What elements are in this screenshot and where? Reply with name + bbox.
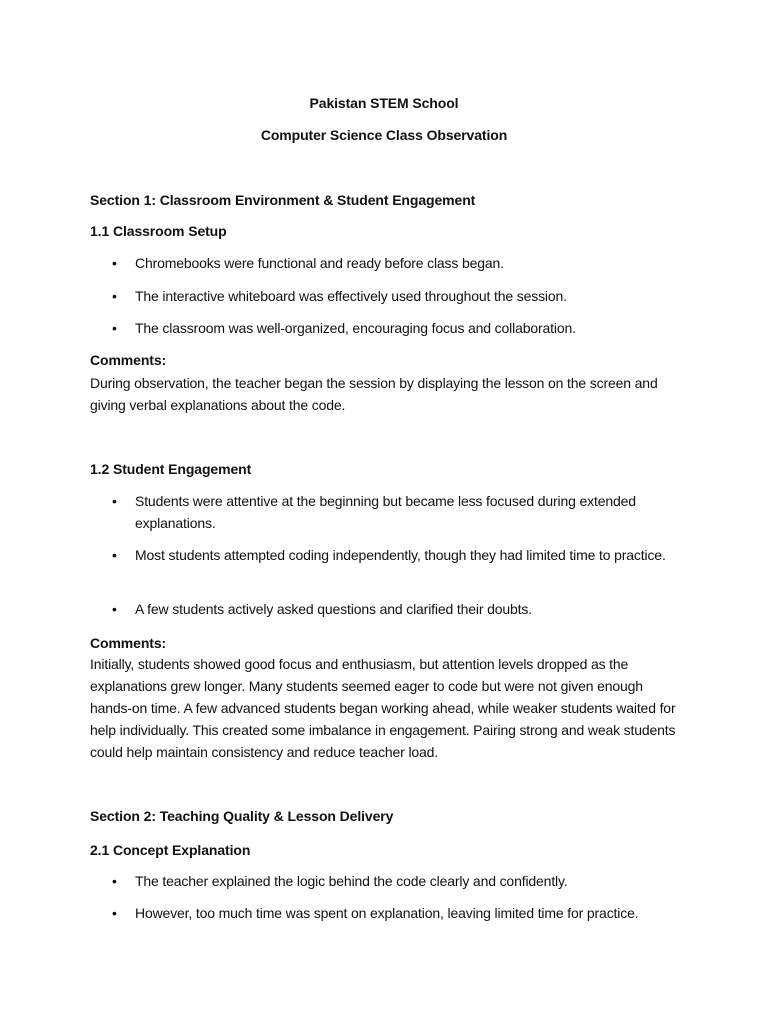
document-title: Computer Science Class Observation bbox=[260, 127, 508, 143]
subsection-1-2-heading: 1.2 Student Engagement bbox=[90, 461, 252, 477]
subsection-1-1-heading: 1.1 Classroom Setup bbox=[90, 223, 227, 239]
bullet-icon: • bbox=[112, 255, 117, 271]
bullet-text: Most students attempted coding independently, though they had limited time to practice. bbox=[135, 547, 666, 563]
bullet-text: The teacher explained the logic behind the code clearly and confidently. bbox=[135, 873, 568, 889]
bullet-text: Chromebooks were functional and ready before class began. bbox=[135, 255, 504, 271]
bullet-text: The interactive whiteboard was effectively used throughout the session. bbox=[135, 288, 567, 304]
school-name: Pakistan STEM School bbox=[309, 95, 459, 111]
bullet-text: Students were attentive at the beginning but became less focused during extended explanations. bbox=[135, 493, 636, 531]
comments-text: Initially, students showed good focus and enthusiasm, but attention levels dropped as the explanations grew longer. Many students seemed eager to code but were not given enough hands-on time. A few advanced students began working ahead, while weaker students waited for help individually. This created some imbalance in engagement. Pairing strong and weak students could help maintain consistency and reduce teacher load. bbox=[90, 656, 676, 760]
bullet-icon: • bbox=[112, 905, 117, 921]
bullet-text: However, too much time was spent on explanation, leaving limited time for practice. bbox=[135, 905, 639, 921]
bullet-icon: • bbox=[112, 873, 117, 889]
bullet-text: The classroom was well-organized, encouraging focus and collaboration. bbox=[135, 320, 576, 336]
bullet-icon: • bbox=[112, 601, 117, 617]
bullet-icon: • bbox=[112, 320, 117, 336]
bullet-icon: • bbox=[112, 547, 117, 563]
comments-label: Comments: bbox=[90, 635, 167, 651]
bullet-icon: • bbox=[112, 493, 117, 509]
comments-text: During observation, the teacher began the session by displaying the lesson on the screen and giving verbal explanations about the code. bbox=[90, 375, 658, 413]
section-1-heading: Section 1: Classroom Environment & Student Engagement bbox=[90, 192, 476, 208]
bullet-icon: • bbox=[112, 288, 117, 304]
subsection-2-1-heading: 2.1 Concept Explanation bbox=[90, 842, 251, 858]
bullet-text: A few students actively asked questions and clarified their doubts. bbox=[135, 601, 532, 617]
comments-label: Comments: bbox=[90, 352, 167, 368]
section-2-heading: Section 2: Teaching Quality & Lesson Delivery bbox=[90, 808, 394, 824]
